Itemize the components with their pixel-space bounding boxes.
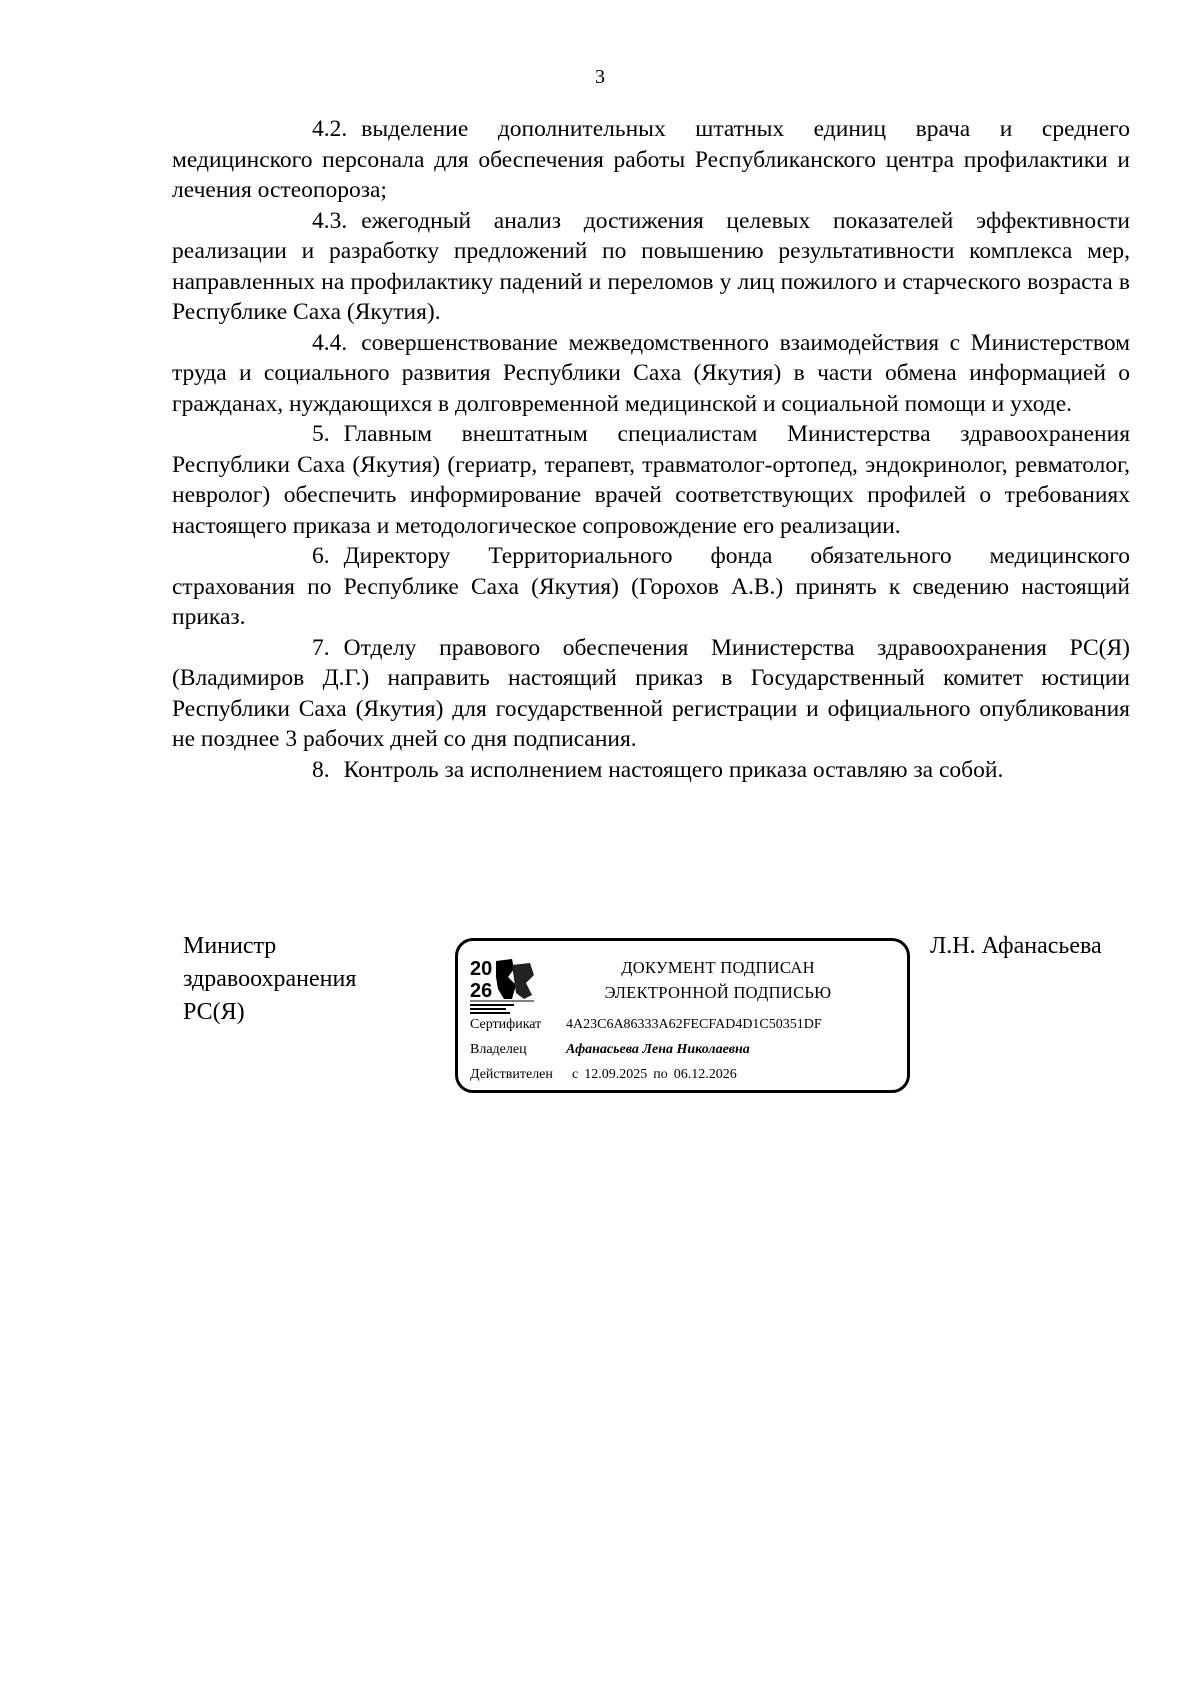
paragraph-text: ежегодный анализ достижения целевых показателей эффективности реализации и разработку предложений по повышению результативности комплекса мер, направленных на профилактику падений и переломов у лиц пожилого и старческого возраста в Республике Саха (Якутия). — [172, 207, 1130, 325]
paragraph-text: выделение дополнительных штатных единиц врача и среднего медицинского персонала для обеспечения работы Республиканского центра профилактики и лечения остеопороза; — [172, 116, 1130, 203]
paragraph-6 — [172, 541, 1130, 633]
paragraph-4-2 — [172, 114, 1130, 206]
paragraph-number: 6. — [312, 543, 330, 569]
paragraph-7 — [172, 633, 1130, 755]
owner-label: Владелец — [470, 1042, 527, 1057]
paragraph-number: 5. — [312, 421, 330, 447]
paragraph-text: Главным внештатным специалистам Министерства здравоохранения Республики Саха (Якутия) (гериатр, терапевт, травматолог-ортопед, эндокринолог, ревматолог, невролог) обеспечить информирование врачей соответствующих профилей о требованиях настоящего приказа и методологическое сопровождение его реализации. — [172, 421, 1130, 539]
paragraph-8 — [172, 755, 1130, 786]
certificate-label: Сертификат — [470, 1017, 542, 1032]
stamp-heading — [553, 955, 883, 1005]
validity-label: Действителен — [470, 1067, 553, 1082]
paragraph-text: Отделу правового обеспечения Министерства здравоохранения РС(Я) (Владимиров Д.Г.) направить настоящий приказ в Государственный комитет юстиции Республики Саха (Якутия) для государственной регистрации и официального опубликования не позднее 3 рабочих дней со дня подписания. — [172, 634, 1130, 752]
certificate-row — [470, 1017, 822, 1033]
year-of-unity-logo-icon — [468, 955, 538, 1015]
electronic-signature-stamp — [455, 938, 910, 1093]
owner-value: Афанасьева Лена Николаевна — [566, 1042, 750, 1057]
document-body — [172, 114, 1130, 785]
svg-text:26: 26 — [470, 980, 493, 1002]
certificate-value: 4A23C6A86333A62FECFAD4D1C50351DF — [566, 1017, 822, 1032]
paragraph-number: 4.2. — [312, 116, 348, 142]
paragraph-text: Контроль за исполнением настоящего приказа оставляю за собой. — [343, 756, 1004, 783]
paragraph-4-3 — [172, 206, 1130, 328]
paragraph-text: Директору Территориального фонда обязательного медицинского страхования по Республике Саха (Якутия) (Горохов А.В.) принять к сведению настоящий приказ. — [172, 543, 1130, 630]
paragraph-number: 4.3. — [312, 207, 348, 234]
paragraph-4-4 — [172, 328, 1130, 420]
paragraph-number: 4.4. — [312, 329, 348, 356]
validity-to-word: по — [653, 1067, 668, 1082]
validity-from: 12.09.2025 — [584, 1067, 648, 1082]
validity-to: 06.12.2026 — [673, 1067, 737, 1082]
paragraph-5 — [172, 419, 1130, 541]
signer-name: Л.Н. Афанасьева — [930, 933, 1102, 959]
paragraph-number: 7. — [312, 634, 330, 661]
position-line: РС(Я) — [183, 999, 245, 1025]
paragraph-number: 8. — [312, 756, 330, 783]
svg-text:20: 20 — [470, 958, 493, 980]
owner-row — [470, 1042, 750, 1058]
paragraph-text: совершенствование межведомственного взаимодействия с Министерством труда и социального развития Республики Саха (Якутия) в части обмена информацией о гражданах, нуждающихся в долговременной медицинской и социальной помощи и уходе. — [172, 329, 1130, 417]
stamp-heading-line: ДОКУМЕНТ ПОДПИСАН — [621, 958, 815, 977]
position-line: Министр — [183, 933, 277, 959]
signer-position — [183, 930, 356, 1029]
page-number: 3 — [595, 66, 605, 88]
validity-from-word: с — [572, 1067, 579, 1082]
stamp-heading-line: ЭЛЕКТРОННОЙ ПОДПИСЬЮ — [604, 983, 832, 1002]
validity-row — [470, 1067, 737, 1083]
position-line: здравоохранения — [183, 966, 357, 992]
